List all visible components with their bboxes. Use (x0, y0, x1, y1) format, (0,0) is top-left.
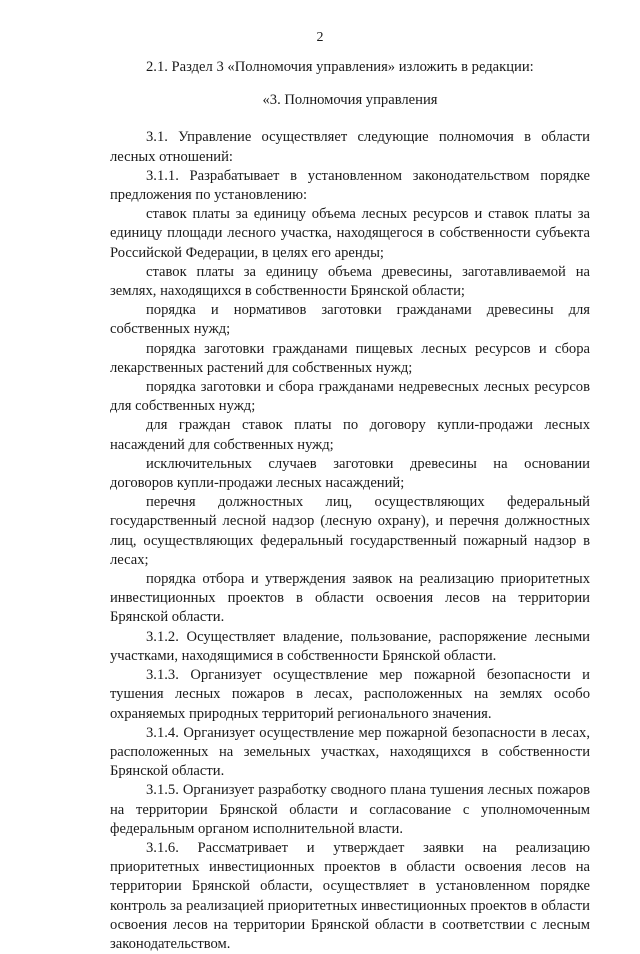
list-item-citizen-rates: для граждан ставок платы по договору купли-продажи лесных насаждений для собственных нужд; (110, 417, 590, 453)
paragraph-3-1-1: 3.1.1. Разрабатывает в установленном законодательством порядке предложения по установлению: (110, 167, 590, 204)
list-item-food-resources: порядка заготовки гражданами пищевых лесных ресурсов и сбора лекарственных растений для собственных нужд; (110, 340, 590, 376)
paragraph-3-1-2: 3.1.2. Осуществляет владение, пользование, распоряжение лесными участками, находящимися в собственности Брянской области. (110, 628, 590, 664)
paragraph-3-1-6: 3.1.6. Рассматривает и утверждает заявки на реализацию приоритетных инвестиционных проектов в области освоения лесов на территории Брянской области, осуществляет в установленном порядке контроль за реализацией приоритетных инвестиционных проектов в области освоения лесов на территории Брянской области в соответствии с лесным законодательством. (110, 839, 590, 952)
paragraph-intro: 2.1. Раздел 3 «Полномочия управления» изложить в редакции: (146, 59, 534, 75)
list-item-exceptional-cases: исключительных случаев заготовки древесины на основании договоров купли-продажи лесных насаждений; (110, 455, 590, 492)
paragraph-3-1-3: 3.1.3. Организует осуществление мер пожарной безопасности и тушения лесных пожаров в лесах, расположенных на землях особо охраняемых природных территорий регионального значения. (110, 667, 590, 722)
page-number: 2 (316, 30, 324, 45)
paragraph-3-1-5: 3.1.5. Организует разработку сводного плана тушения лесных пожаров на территории Брянской области и согласование с уполномоченным федеральным органом исполнительной власти. (110, 782, 590, 837)
list-item-non-timber-resources: порядка заготовки и сбора гражданами недревесных лесных ресурсов для собственных нужд; (110, 379, 590, 415)
document-body (110, 58, 590, 954)
paragraph-3-1: 3.1. Управление осуществляет следующие полномочия в области лесных отношений: (110, 129, 590, 165)
list-item-lease-rates: ставок платы за единицу объема лесных ресурсов и ставок платы за единицу площади лесного участка, находящегося в собственности субъекта Российской Федерации, в целях его аренды; (110, 206, 590, 261)
paragraph-3-1-4: 3.1.4. Организует осуществление мер пожарной безопасности в лесах, расположенных на земельных участках, находящихся в собственности Брянской области. (110, 724, 590, 780)
list-item-officials-list: перечня должностных лиц, осуществляющих федеральный государственный лесной надзор (лесную охрану), и перечня должностных лиц, осуществляющих федеральный государственный пожарный надзор в лесах; (110, 494, 590, 568)
list-item-investment-projects: порядка отбора и утверждения заявок на реализацию приоритетных инвестиционных проектов в области освоения лесов на территории Брянской области. (110, 571, 590, 626)
section-heading: «3. Полномочия управления (262, 92, 438, 109)
list-item-timber-norms: порядка и нормативов заготовки гражданами древесины для собственных нужд; (110, 302, 590, 338)
list-item-timber-rates: ставок платы за единицу объема древесины, заготавливаемой на землях, находящихся в собственности Брянской области; (110, 263, 590, 300)
